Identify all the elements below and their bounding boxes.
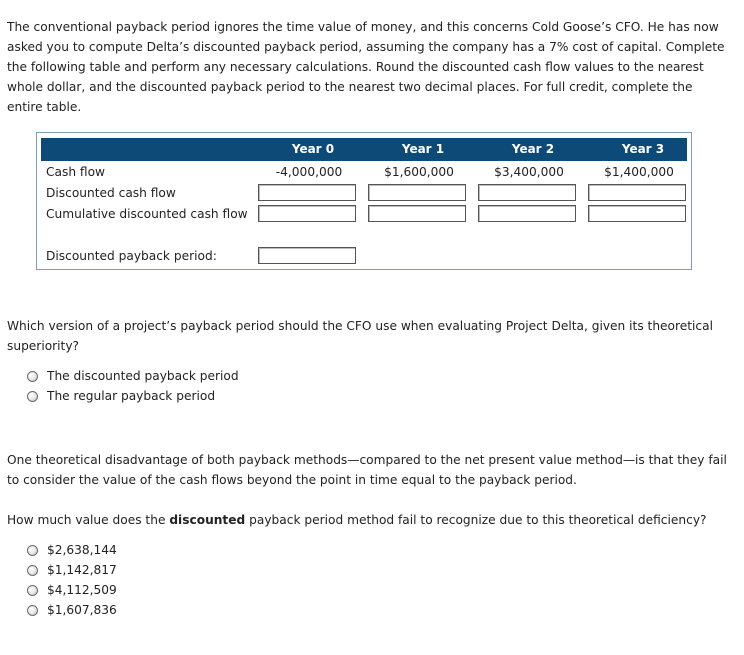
radio-button-icon[interactable] — [27, 605, 38, 616]
header-year-3: Year 3 — [621, 142, 665, 156]
table-header-row — [41, 138, 687, 161]
cash-flow-year-2: $3,400,000 — [494, 165, 564, 179]
q2-option-label: $2,638,144 — [47, 543, 117, 557]
row-label-cash-flow: Cash flow — [46, 165, 106, 179]
q2-option-label: $1,607,836 — [47, 603, 117, 617]
q1-option-discounted[interactable] — [27, 366, 239, 386]
discounted-cash-flow-year-2-input[interactable] — [478, 184, 576, 201]
discounted-payback-table — [36, 132, 692, 270]
q2-option-2[interactable] — [27, 560, 117, 580]
discounted-payback-period-input[interactable] — [258, 247, 356, 264]
question-1-text: Which version of a project’s payback period should the CFO use when evaluating Project Delta, given its theoretical superiority? — [7, 319, 713, 353]
radio-button-icon[interactable] — [27, 391, 38, 402]
radio-button-icon[interactable] — [27, 371, 38, 382]
discounted-cash-flow-year-3-input[interactable] — [588, 184, 686, 201]
q2-option-3[interactable] — [27, 580, 117, 600]
cumulative-year-3-input[interactable] — [588, 205, 686, 222]
row-label-cumulative-discounted-cash-flow: Cumulative discounted cash flow — [46, 207, 248, 221]
cumulative-year-1-input[interactable] — [368, 205, 466, 222]
cumulative-year-0-input[interactable] — [258, 205, 356, 222]
question-2-text — [7, 510, 727, 530]
q2-option-label: $4,112,509 — [47, 583, 117, 597]
discounted-cash-flow-year-1-input[interactable] — [368, 184, 466, 201]
row-label-discounted-payback-period: Discounted payback period: — [46, 249, 217, 263]
q2-option-1[interactable] — [27, 540, 117, 560]
radio-button-icon[interactable] — [27, 565, 38, 576]
question-2-text-before: How much value does the — [7, 513, 170, 527]
q1-option-label: The discounted payback period — [47, 369, 239, 383]
question-2-text-bold: discounted — [169, 513, 246, 527]
cash-flow-year-3: $1,400,000 — [604, 165, 674, 179]
q1-option-regular[interactable] — [27, 386, 215, 406]
radio-button-icon[interactable] — [27, 545, 38, 556]
q2-option-4[interactable] — [27, 600, 117, 620]
q1-option-label: The regular payback period — [47, 389, 216, 403]
discounted-cash-flow-year-0-input[interactable] — [258, 184, 356, 201]
header-year-2: Year 2 — [511, 142, 555, 156]
q2-option-label: $1,142,817 — [47, 563, 117, 577]
header-year-1: Year 1 — [401, 142, 445, 156]
radio-button-icon[interactable] — [27, 585, 38, 596]
question-2-lead-text: One theoretical disadvantage of both payback methods—compared to the net present value method—is that they fail to consider the value of the cash flows beyond the point in time equal to the payback period. — [7, 453, 727, 487]
row-label-discounted-cash-flow: Discounted cash flow — [46, 186, 176, 200]
question-2-text-after: payback period method fail to recognize due to this theoretical deficiency? — [245, 513, 707, 527]
cumulative-year-2-input[interactable] — [478, 205, 576, 222]
intro-paragraph: The conventional payback period ignores the time value of money, and this concerns Cold Goose’s CFO. He has now asked you to compute Delta’s discounted payback period, assuming the company has a 7% cost of capital. Complete the following table and perform any necessary calculations. Round the discounted cash flow values to the nearest whole dollar, and the discounted payback period to the nearest two decimal places. For full credit, complete the entire table. — [7, 20, 725, 114]
cash-flow-year-1: $1,600,000 — [384, 165, 454, 179]
header-year-0: Year 0 — [291, 142, 335, 156]
cash-flow-year-0: -4,000,000 — [275, 165, 343, 179]
